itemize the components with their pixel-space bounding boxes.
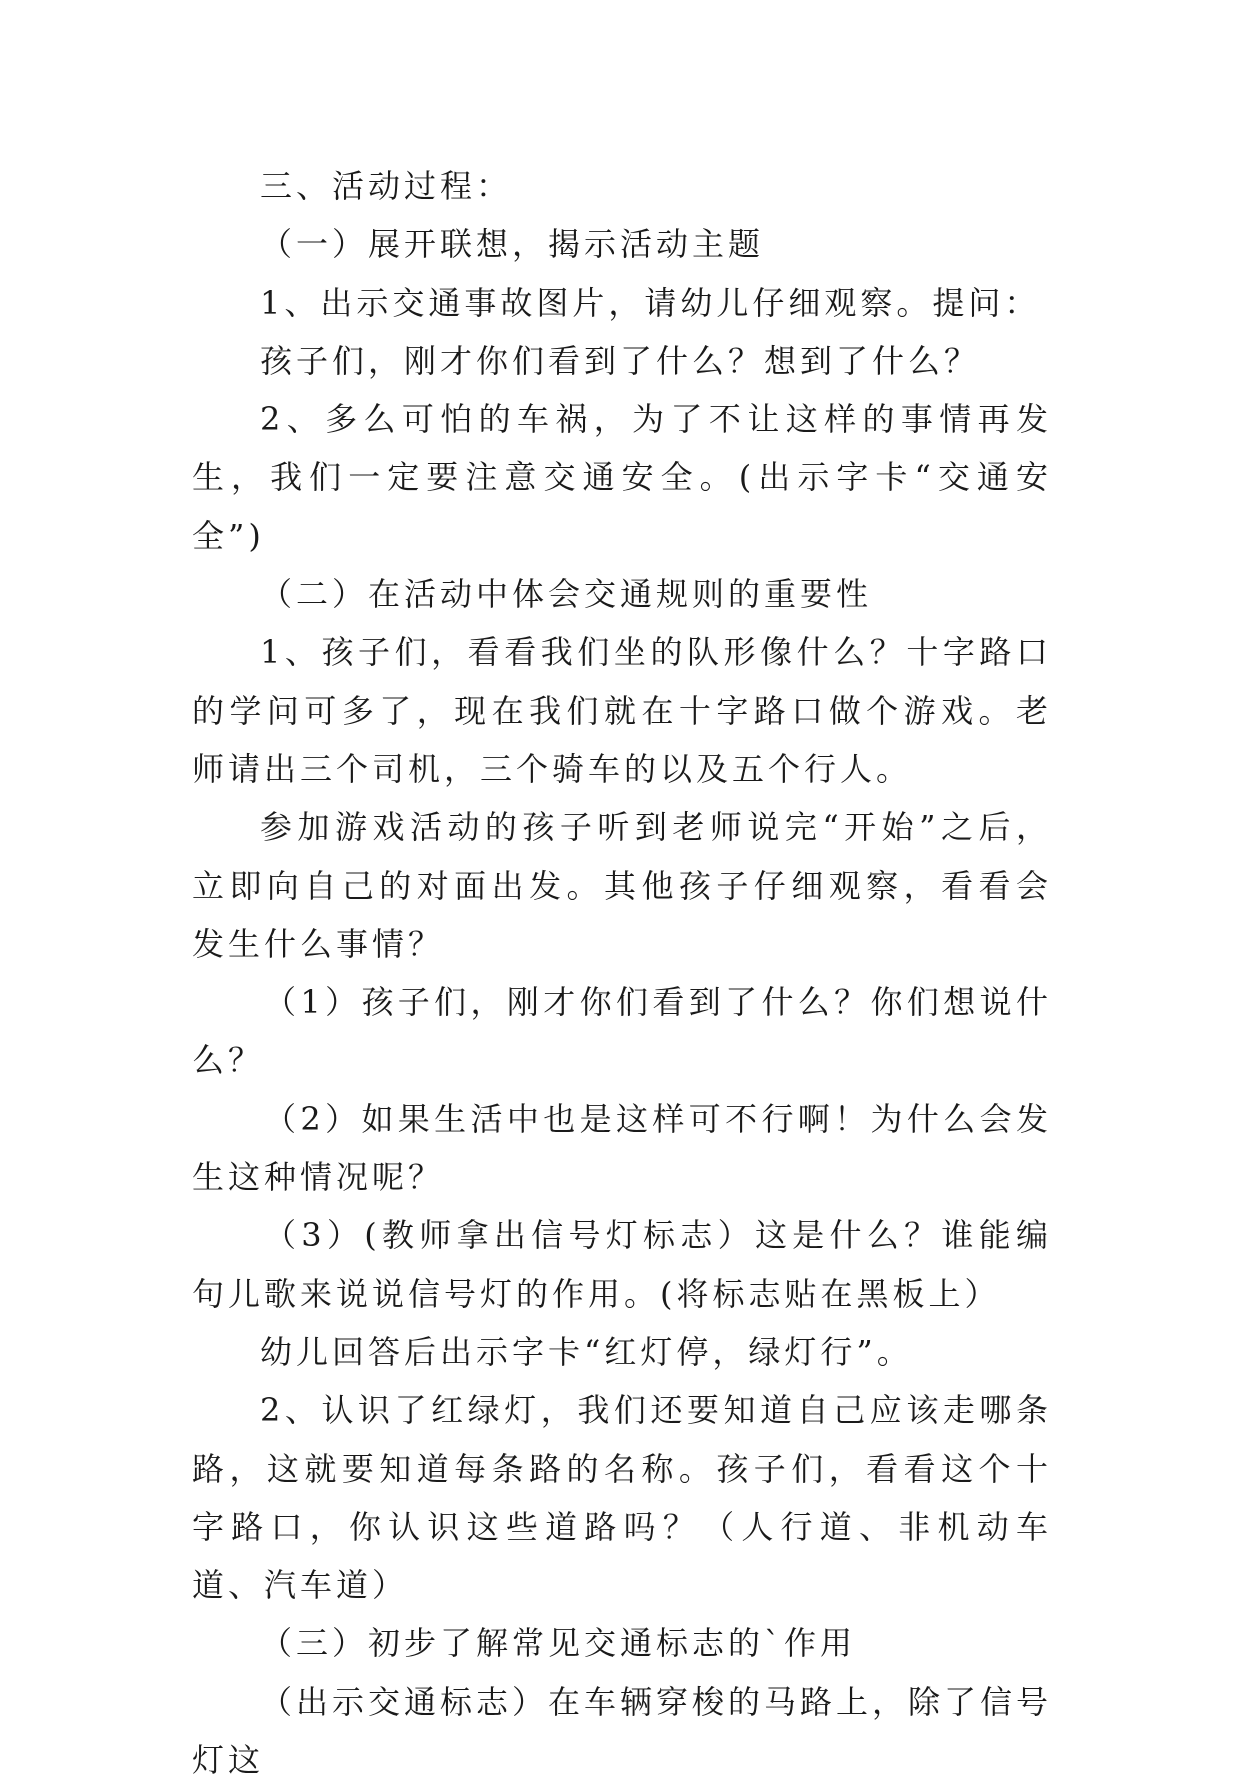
list-item: （2）如果生活中也是这样可不行啊！为什么会发生这种情况呢？ xyxy=(192,1099,1052,1197)
subsection-heading: （三）初步了解常见交通标志的`作用 xyxy=(260,1624,857,1663)
paragraph: （出示交通标志）在车辆穿梭的马路上，除了信号灯这 xyxy=(192,1682,1053,1780)
subsection-heading: （二）在活动中体会交通规则的重要性 xyxy=(260,575,873,614)
list-item: （3）(教师拿出信号灯标志）这是什么？谁能编句儿歌来说说信号灯的作用。(将标志贴在黑板上） xyxy=(192,1216,1052,1313)
paragraph: 孩子们，刚才你们看到了什么？想到了什么？ xyxy=(260,341,981,380)
subsection-heading: （一）展开联想，揭示活动主题 xyxy=(260,225,765,264)
paragraph: 1、出示交通事故图片，请幼儿仔细观察。提问： xyxy=(260,283,1041,322)
document-body xyxy=(192,157,1052,1789)
list-item: （1）孩子们，刚才你们看到了什么？你们想说什么？ xyxy=(192,983,1052,1080)
paragraph: 2、认识了红绿灯，我们还要知道自己应该走哪条路，这就要知道每条路的名称。孩子们，看看这个十字路口，你认识这些道路吗？（人行道、非机动车道、汽车道） xyxy=(192,1391,1052,1605)
section-heading: 三、活动过程： xyxy=(260,167,513,205)
paragraph: 幼儿回答后出示字卡“红灯停，绿灯行”。 xyxy=(260,1332,913,1371)
paragraph: 1、孩子们，看看我们坐的队形像什么？十字路口的学问可多了，现在我们就在十字路口做个游戏。老师请出三个司机，三个骑车的以及五个行人。 xyxy=(192,633,1052,788)
paragraph: 2、多么可怕的车祸，为了不让这样的事情再发生，我们一定要注意交通安全。(出示字卡“交通安全”) xyxy=(192,400,1052,555)
paragraph: 参加游戏活动的孩子听到老师说完“开始”之后，立即向自己的对面出发。其他孩子仔细观察，看看会发生什么事情？ xyxy=(192,808,1052,963)
